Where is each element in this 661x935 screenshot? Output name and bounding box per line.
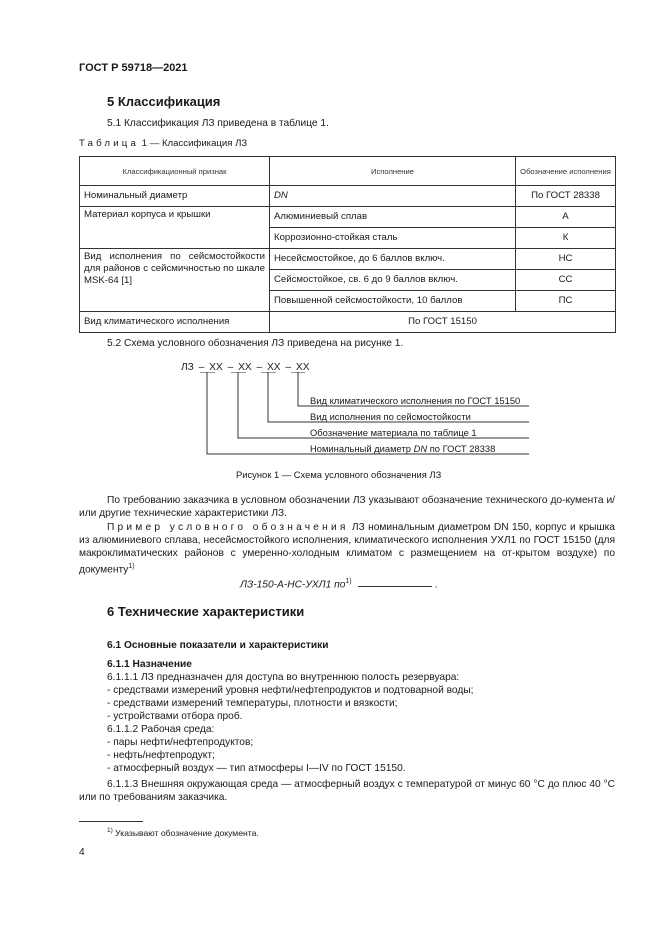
list-item: - средствами измерений температуры, плотности и вязкости;	[107, 698, 398, 709]
footnote	[107, 827, 259, 838]
footnote-mark: 1)	[107, 827, 113, 834]
table-cell: К	[516, 228, 616, 249]
footnote-text: Указывают обозначение документа.	[115, 827, 259, 838]
section-title: 6 Технические характеристики	[107, 604, 305, 619]
list-item: 6.1.1.1 ЛЗ предназначен для доступа во внутреннюю полость резервуара:	[107, 672, 460, 683]
subsection-title: 6.1 Основные показатели и характеристики	[107, 640, 329, 651]
page-number: 4	[79, 847, 85, 858]
table-header: Обозначение исполнения	[516, 157, 616, 186]
table-cell: Материал корпуса и крышки	[80, 207, 270, 249]
table-cell: По ГОСТ 15150	[270, 312, 616, 333]
table-cell: Вид климатического исполнения	[80, 312, 270, 333]
list-item: - нефть/нефтепродукт;	[107, 750, 215, 761]
example-designation: ЛЗ-150-А-НС-УХЛ1 $по^{1)}$ .	[240, 578, 439, 591]
table-cell: А	[516, 207, 616, 228]
designation-text: ЛЗ-150-А-НС-УХЛ1 по	[240, 579, 346, 591]
paragraph: 5.2 Схема условного обозначения ЛЗ приведена на рисунке 1.	[107, 338, 404, 349]
list-item: 6.1.1.2 Рабочая среда:	[107, 724, 215, 735]
table-cell: Сейсмостойкое, св. 6 до 9 баллов включ.	[270, 270, 516, 291]
paragraph: 6.1.1.3 Внешняя окружающая среда — атмосферный воздух с температурой от минус 60 °С до плюс 40 °С или по требованиям заказчика.	[79, 779, 615, 803]
table-cell: Несейсмостойкое, до 6 баллов включ.	[270, 249, 516, 270]
table-header-row	[80, 157, 616, 186]
section-title: 5 Классификация	[107, 94, 221, 109]
figure-label: Обозначение материала по таблице 1	[310, 427, 477, 438]
list-item: - устройствами отбора проб.	[107, 711, 243, 722]
table-row	[80, 312, 616, 333]
list-item: - атмосферный воздух — тип атмосферы I—IV по ГОСТ 15150.	[107, 763, 406, 774]
example-paragraph	[79, 521, 615, 576]
table-cell: Вид исполнения по сейсмостойкости для районов с сейсмичностью по шкале MSK-64 [1]	[80, 249, 270, 312]
figure-label: Номинальный диаметр DN по ГОСТ 28338	[310, 443, 496, 454]
figure-caption: Рисунок 1 — Схема условного обозначения ЛЗ	[236, 469, 442, 480]
table-cell: Номинальный диаметр	[80, 186, 270, 207]
table-row	[80, 186, 616, 207]
table-cell: Повышенной сейсмостойкости, 10 баллов	[270, 291, 516, 312]
table-cell: По ГОСТ 28338	[516, 186, 616, 207]
example-text: ЛЗ номинальным диаметром DN 150, корпус и крышка из алюминиевого сплава, несейсмостойкого исполнения, климатического исполнения УХЛ1 по ГОСТ 15150 (для макроклиматических районов с умеренно-холодным климатом с размещением на от-крытом воздухе) по документу	[79, 522, 615, 576]
table-cell: Алюминиевый сплав	[270, 207, 516, 228]
list-item: - пары нефти/нефтепродуктов;	[107, 737, 254, 748]
classification-table	[79, 156, 616, 333]
footnote-ref: 1)	[128, 563, 135, 570]
figure-label: Вид климатического исполнения по ГОСТ 15150	[310, 395, 521, 406]
document-header: ГОСТ Р 59718—2021	[79, 62, 188, 74]
table-caption-prefix: Таблица	[79, 138, 140, 149]
table-cell: DN	[270, 186, 516, 207]
table-cell: Коррозионно-стойкая сталь	[270, 228, 516, 249]
table-row	[80, 249, 616, 270]
table-cell: НС	[516, 249, 616, 270]
figure-label: Вид исполнения по сейсмостойкости	[310, 411, 471, 422]
footnote-divider	[79, 821, 143, 822]
subsection-title: 6.1.1 Назначение	[107, 659, 192, 670]
table-header: Исполнение	[270, 157, 516, 186]
paragraph: По требованию заказчика в условном обозначении ЛЗ указывают обозначение технического до-кумента и/или другие технические характеристики ЛЗ.	[79, 495, 615, 519]
table-caption-text: 1 — Классификация ЛЗ	[141, 138, 248, 149]
table-caption	[79, 138, 247, 149]
table-row	[80, 207, 616, 228]
list-item: - средствами измерений уровня нефти/нефтепродуктов и подтоварной воды;	[107, 685, 474, 696]
designation-scheme: ЛЗ – ХХ – ХХ – ХХ – ХХ	[181, 362, 310, 373]
footnote-ref: 1)	[345, 578, 352, 585]
table-cell: ПС	[516, 291, 616, 312]
blank-line	[358, 586, 432, 587]
table-header: Классификационный признак	[80, 157, 270, 186]
table-cell: СС	[516, 270, 616, 291]
example-prefix: Пример условного обозначения	[107, 522, 349, 533]
paragraph: 5.1 Классификация ЛЗ приведена в таблице 1.	[107, 118, 329, 129]
